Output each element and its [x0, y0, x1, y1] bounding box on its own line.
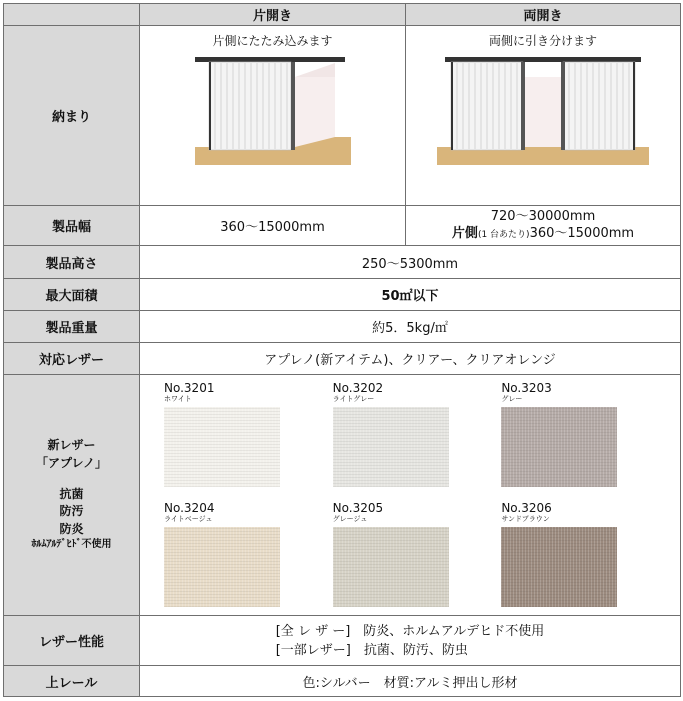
swatch-sample — [501, 527, 617, 607]
width-double-value: 360〜15000mm — [529, 225, 635, 241]
row-area — [4, 279, 681, 311]
row-new-leather — [4, 375, 681, 616]
row-osamari — [4, 26, 681, 206]
swatch-number: No.3202 — [332, 381, 384, 395]
swatch-name: ライトベージュ — [164, 515, 213, 523]
value-area: 50㎡以下 — [140, 279, 681, 311]
width-double-prefix: 片側 — [451, 225, 478, 241]
header-corner — [4, 4, 140, 26]
new-leather-line2: 「アプレノ」 — [35, 455, 108, 470]
swatch-grid — [140, 375, 680, 615]
row-rail — [4, 666, 681, 697]
swatch-name: グレー — [501, 395, 523, 403]
performance-tag-some: [一部レザー] — [275, 642, 351, 658]
value-performance — [140, 616, 681, 666]
swatch-item — [164, 501, 333, 607]
value-width-single: 360〜15000mm — [140, 206, 406, 246]
performance-line1 — [276, 622, 545, 641]
caption-single: 片側にたたみ込みます — [212, 34, 333, 48]
swatch-cell — [140, 375, 681, 616]
row-height — [4, 246, 681, 279]
swatch-number: No.3205 — [332, 501, 384, 515]
label-osamari: 納まり — [4, 26, 140, 206]
swatch-sample — [333, 527, 449, 607]
label-leathers: 対応レザー — [4, 343, 140, 375]
swatch-item — [333, 381, 502, 487]
performance-tag-all: [全 レ ザ ー] — [275, 623, 351, 639]
swatch-name: サンドブラウン — [501, 515, 550, 523]
swatch-sample — [164, 527, 280, 607]
value-width-double — [406, 206, 681, 246]
cell-osamari-double — [406, 26, 681, 206]
header-row — [4, 4, 681, 26]
swatch-item — [164, 381, 333, 487]
performance-text-some: 抗菌、防汚、防虫 — [363, 642, 468, 658]
value-weight: 約5．5kg/㎡ — [140, 311, 681, 343]
feature-antifouling: 防汚 — [59, 504, 84, 519]
row-leathers — [4, 343, 681, 375]
row-weight — [4, 311, 681, 343]
value-rail: 色:シルバー 材質:アルミ押出し形材 — [140, 666, 681, 697]
swatch-name: ライトグレー — [332, 395, 375, 403]
swatch-sample — [164, 407, 280, 487]
label-rail: 上レール — [4, 666, 140, 697]
header-single: 片開き — [140, 4, 406, 26]
single-curtain-illustration — [195, 55, 351, 165]
swatch-sample — [501, 407, 617, 487]
double-curtain-illustration — [437, 55, 649, 165]
value-height: 250〜5300mm — [140, 246, 681, 279]
new-leather-line1: 新レザー — [47, 438, 96, 453]
width-double-note: (1 台あたり) — [477, 229, 530, 240]
swatch-item — [501, 381, 670, 487]
row-width — [4, 206, 681, 246]
swatch-number: No.3203 — [501, 381, 552, 395]
value-leathers: アプレノ(新アイテム)、クリアー、クリアオレンジ — [140, 343, 681, 375]
feature-flameproof: 防炎 — [59, 521, 84, 536]
label-width: 製品幅 — [4, 206, 140, 246]
header-double: 両開き — [406, 4, 681, 26]
label-new-leather — [4, 375, 140, 616]
label-height: 製品高さ — [4, 246, 140, 279]
feature-antibacterial: 抗菌 — [59, 487, 84, 502]
swatch-item — [333, 501, 502, 607]
width-double-line1: 720〜30000mm — [490, 208, 596, 224]
swatch-sample — [333, 407, 449, 487]
label-weight: 製品重量 — [4, 311, 140, 343]
performance-line2 — [276, 641, 545, 660]
label-performance: レザー性能 — [4, 616, 140, 666]
swatch-number: No.3204 — [164, 501, 215, 515]
spec-table — [3, 3, 681, 697]
width-double-line2 — [406, 225, 680, 244]
cell-osamari-single — [140, 26, 406, 206]
caption-double: 両側に引き分けます — [488, 34, 597, 48]
row-performance — [4, 616, 681, 666]
swatch-number: No.3206 — [501, 501, 552, 515]
swatch-name: グレージュ — [332, 515, 368, 523]
swatch-item — [501, 501, 670, 607]
feature-formaldehyde-free: ﾎﾙﾑｱﾙﾃﾞﾋﾄﾞ不使用 — [31, 539, 112, 551]
swatch-number: No.3201 — [164, 381, 215, 395]
performance-text-all: 防炎、ホルムアルデヒド不使用 — [363, 623, 545, 639]
swatch-name: ホワイト — [164, 395, 192, 403]
label-area: 最大面積 — [4, 279, 140, 311]
